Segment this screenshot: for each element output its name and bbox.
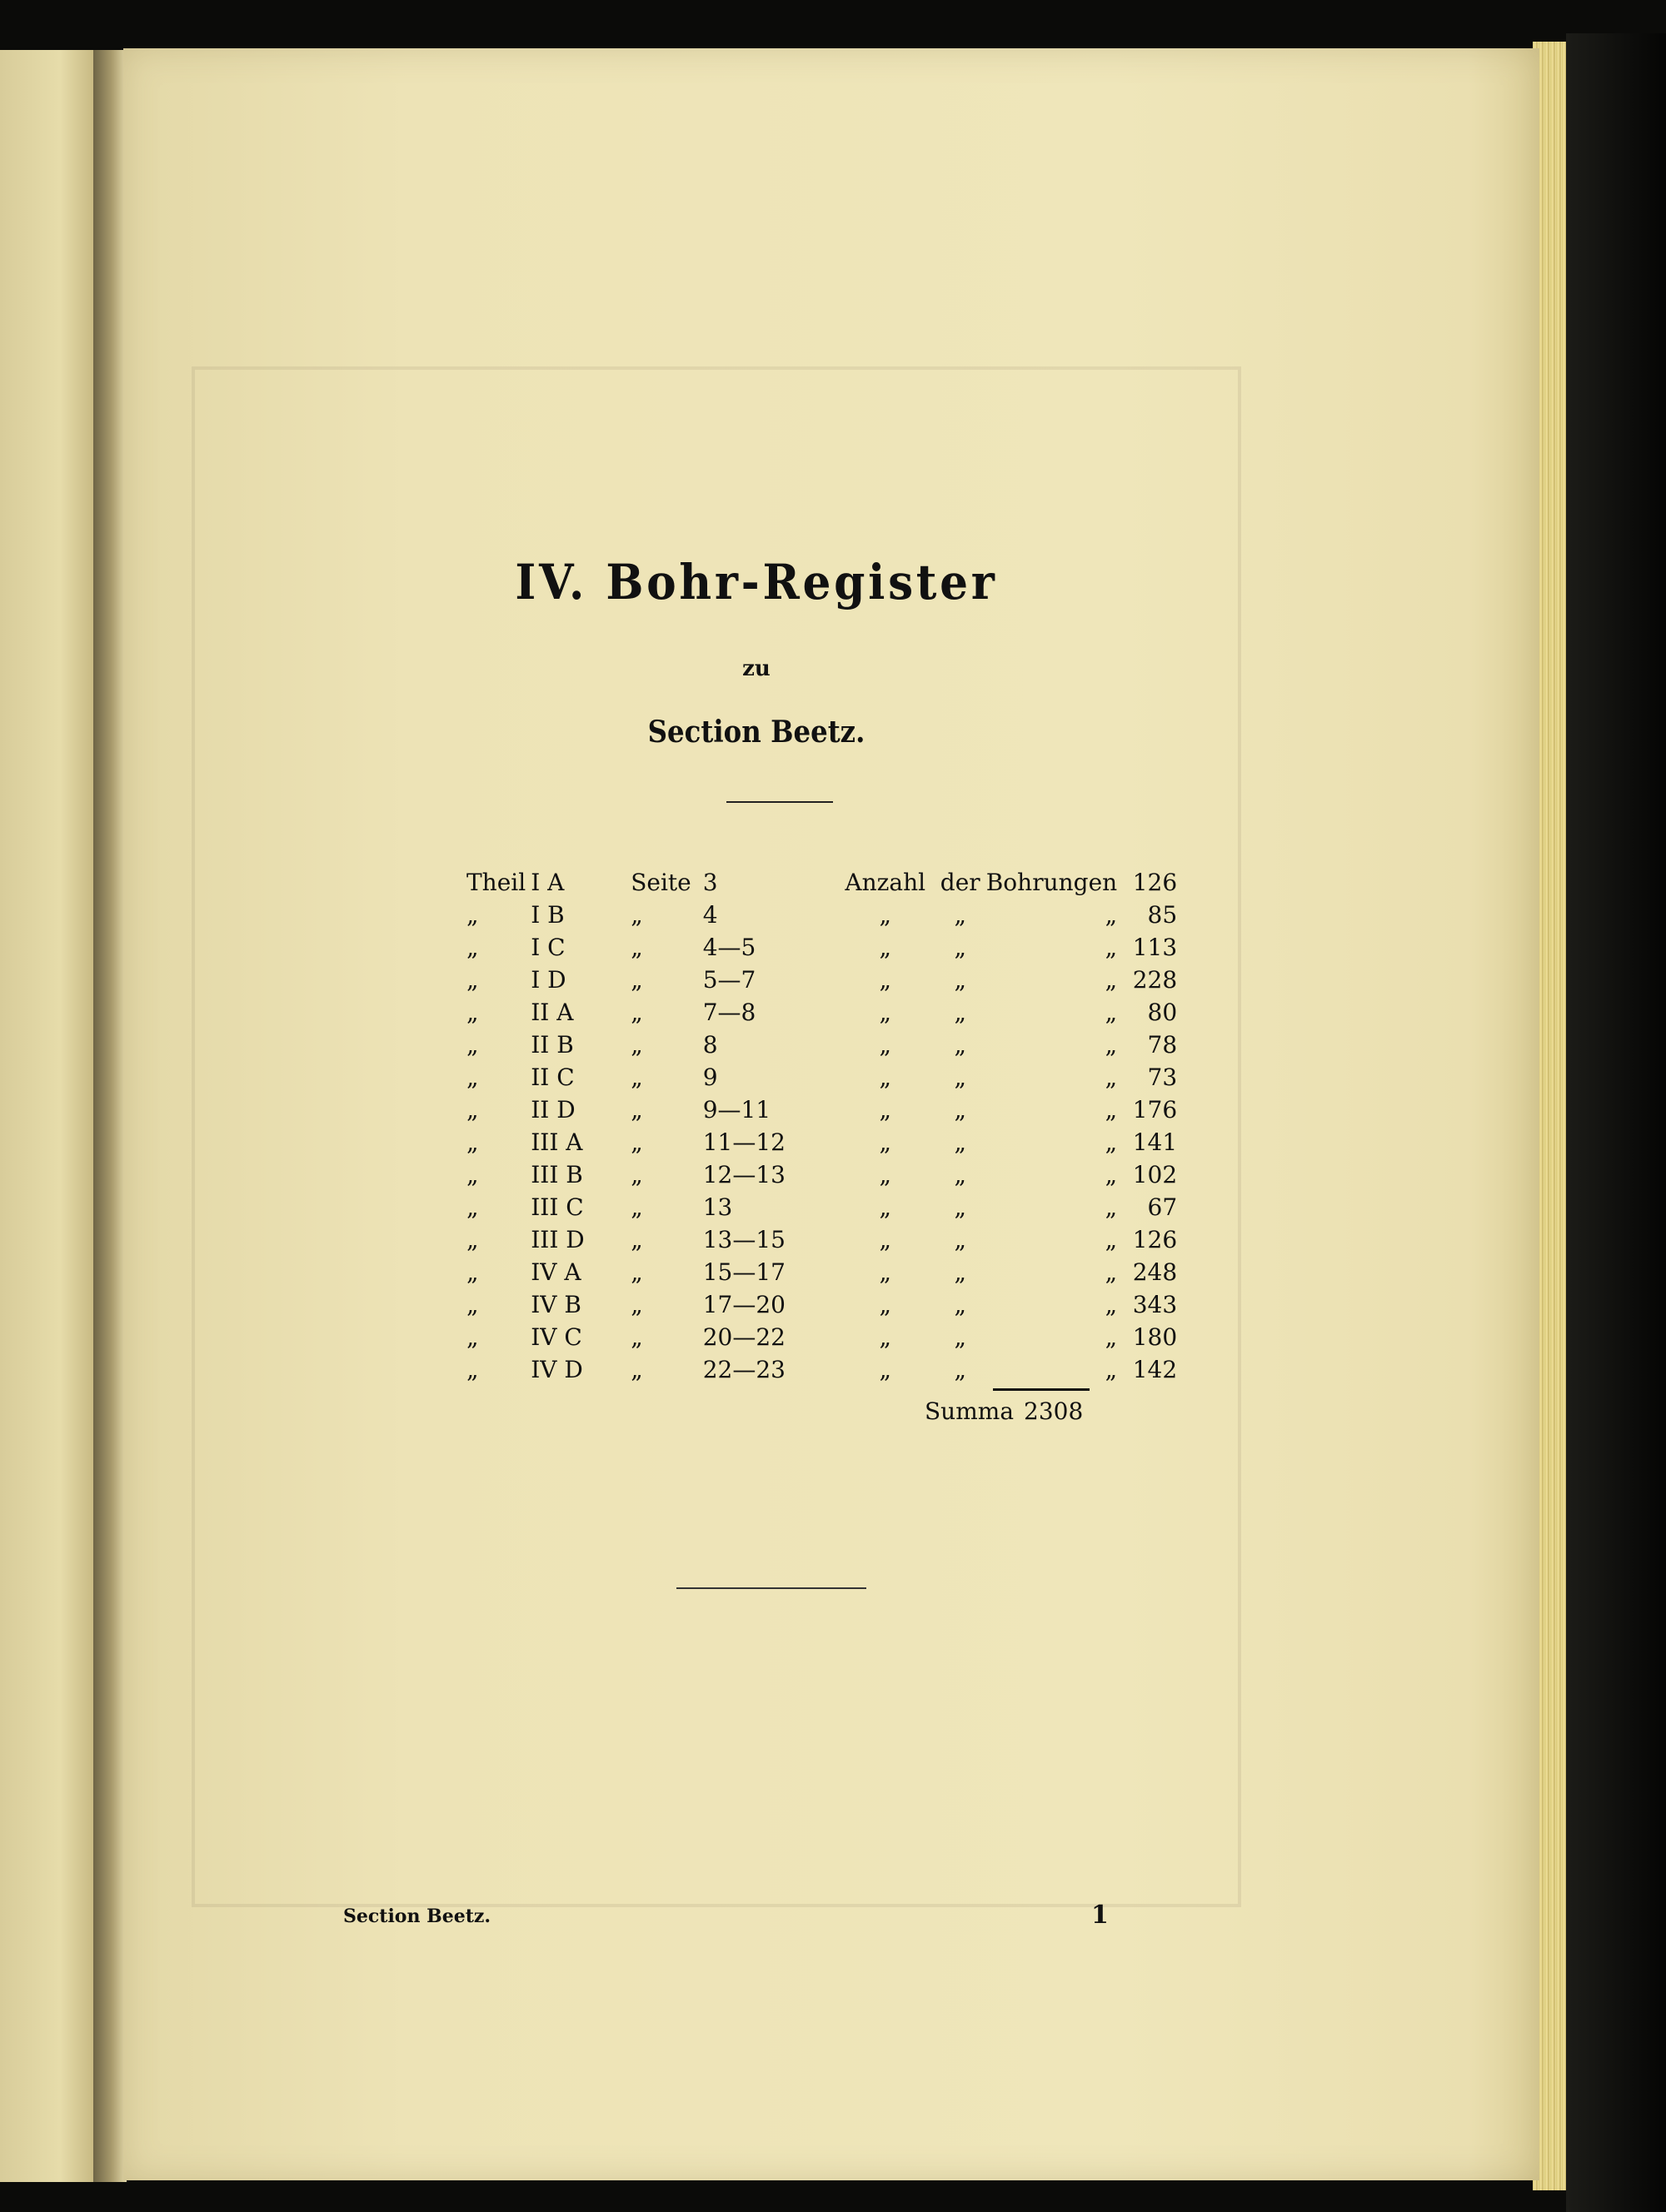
ditto-mark: „ <box>879 1291 891 1318</box>
boring-count: 85 <box>1147 901 1178 929</box>
page-range: 22—23 <box>702 1356 786 1383</box>
part-designation: III B <box>531 1161 583 1188</box>
boring-count: 343 <box>1132 1291 1178 1318</box>
title-divider <box>726 801 833 803</box>
register-row <box>466 1223 1177 1256</box>
ditto-mark: „ <box>879 1064 891 1091</box>
ditto-mark: „ <box>1105 1323 1118 1351</box>
boring-count: 113 <box>1132 934 1178 961</box>
ditto-mark: „ <box>631 1291 643 1318</box>
ditto-mark: „ <box>954 966 966 994</box>
register-row <box>466 1191 1177 1223</box>
register-row <box>466 1288 1177 1321</box>
part-designation: IV D <box>531 1356 583 1383</box>
part-designation: I B <box>531 901 565 929</box>
ditto-mark: „ <box>466 1226 479 1253</box>
page-range: 4—5 <box>702 934 756 961</box>
register-row <box>466 1158 1177 1191</box>
ditto-mark: „ <box>466 934 479 961</box>
part-designation: IV A <box>531 1258 581 1286</box>
ditto-mark: „ <box>466 901 479 929</box>
register-row <box>466 899 1177 931</box>
ditto-mark: „ <box>1105 901 1118 929</box>
page-range: 3 <box>702 869 718 896</box>
ditto-mark: „ <box>466 1323 479 1351</box>
ditto-mark: „ <box>1105 966 1118 994</box>
ditto-mark: „ <box>954 1291 966 1318</box>
page-title: IV. Bohr-Register <box>515 554 998 610</box>
ditto-mark: „ <box>879 1226 891 1253</box>
previous-page-edge <box>0 50 100 2182</box>
summa-label: Summa <box>925 1397 1015 1425</box>
register-row <box>466 1353 1177 1386</box>
part-designation: I D <box>531 966 566 994</box>
boring-count: 141 <box>1132 1128 1178 1156</box>
boring-count: 126 <box>1132 1226 1178 1253</box>
ditto-mark: „ <box>879 1193 891 1221</box>
boring-count: 142 <box>1132 1356 1178 1383</box>
ditto-mark: „ <box>879 966 891 994</box>
book-gutter <box>93 50 127 2182</box>
ditto-mark: „ <box>631 1226 643 1253</box>
ditto-mark: „ <box>954 1064 966 1091</box>
register-row <box>466 1126 1177 1158</box>
page-range: 17—20 <box>702 1291 786 1318</box>
page-range: 9 <box>702 1064 718 1091</box>
register-row <box>466 996 1177 1029</box>
ditto-mark: „ <box>1105 1258 1118 1286</box>
part-designation: I C <box>531 934 566 961</box>
ditto-mark: „ <box>879 1128 891 1156</box>
ditto-mark: „ <box>1105 1031 1118 1059</box>
page-range: 12—13 <box>702 1161 786 1188</box>
register-row <box>466 1061 1177 1094</box>
ditto-mark: „ <box>631 1128 643 1156</box>
part-designation: II C <box>531 1064 575 1091</box>
page-range: 13—15 <box>702 1226 786 1253</box>
boring-count: 176 <box>1132 1096 1178 1123</box>
section-heading: Section Beetz. <box>647 715 865 750</box>
ditto-mark: „ <box>631 1258 643 1286</box>
page-range: 11—12 <box>702 1128 786 1156</box>
page-range: 7—8 <box>702 999 756 1026</box>
seite-label: Seite <box>631 869 691 896</box>
part-designation: II A <box>531 999 574 1026</box>
ditto-mark: „ <box>1105 1291 1118 1318</box>
part-designation: III D <box>531 1226 585 1253</box>
ditto-mark: „ <box>879 1161 891 1188</box>
ditto-mark: „ <box>1105 1128 1118 1156</box>
ditto-mark: „ <box>466 1356 479 1383</box>
register-row <box>466 931 1177 964</box>
boring-count: 73 <box>1147 1064 1178 1091</box>
ditto-mark: „ <box>954 1323 966 1351</box>
boring-count: 248 <box>1132 1258 1178 1286</box>
ditto-mark: „ <box>954 1096 966 1123</box>
boring-count: 228 <box>1132 966 1178 994</box>
closing-divider <box>676 1587 866 1589</box>
ditto-mark: „ <box>631 1193 643 1221</box>
register-row <box>466 1094 1177 1126</box>
boring-count: 180 <box>1132 1323 1178 1351</box>
part-designation: II B <box>531 1031 574 1059</box>
page-number: 1 <box>1091 1901 1109 1930</box>
ditto-mark: „ <box>466 1064 479 1091</box>
ditto-mark: „ <box>631 1356 643 1383</box>
ditto-mark: „ <box>879 1031 891 1059</box>
ditto-mark: „ <box>954 1031 966 1059</box>
book-cover-edge <box>1566 33 1666 2212</box>
register-row <box>466 1321 1177 1353</box>
ditto-mark: „ <box>466 1258 479 1286</box>
ditto-mark: „ <box>954 999 966 1026</box>
ditto-mark: „ <box>954 1161 966 1188</box>
boring-count: 126 <box>1132 869 1178 896</box>
part-designation: I A <box>531 869 565 896</box>
ditto-mark: „ <box>1105 1356 1118 1383</box>
ditto-mark: „ <box>631 1096 643 1123</box>
ditto-mark: „ <box>631 1323 643 1351</box>
ditto-mark: „ <box>631 934 643 961</box>
ditto-mark: „ <box>954 934 966 961</box>
title-conjunction: zu <box>742 656 771 681</box>
ditto-mark: „ <box>466 1291 479 1318</box>
page-range: 13 <box>702 1193 733 1221</box>
page-range: 9—11 <box>702 1096 771 1123</box>
boring-count: 78 <box>1147 1031 1178 1059</box>
part-designation: III C <box>531 1193 584 1221</box>
ditto-mark: „ <box>1105 1064 1118 1091</box>
boring-count: 102 <box>1132 1161 1178 1188</box>
ditto-mark: „ <box>631 901 643 929</box>
register-row <box>466 964 1177 996</box>
part-designation: III A <box>531 1128 583 1156</box>
ditto-mark: „ <box>1105 999 1118 1026</box>
ditto-mark: „ <box>879 1356 891 1383</box>
ditto-mark: „ <box>1105 1193 1118 1221</box>
bohr-register-table <box>466 866 1177 1386</box>
page-range: 15—17 <box>702 1258 786 1286</box>
sum-rule <box>993 1388 1090 1391</box>
boring-count: 67 <box>1147 1193 1178 1221</box>
ditto-mark: „ <box>466 1096 479 1123</box>
ditto-mark: „ <box>631 999 643 1026</box>
ditto-mark: „ <box>1105 934 1118 961</box>
ditto-mark: „ <box>879 1096 891 1123</box>
ditto-mark: „ <box>954 1356 966 1383</box>
ditto-mark: „ <box>631 966 643 994</box>
part-designation: IV B <box>531 1291 581 1318</box>
ditto-mark: „ <box>466 966 479 994</box>
page-range: 5—7 <box>702 966 756 994</box>
ditto-mark: „ <box>466 1161 479 1188</box>
part-designation: II D <box>531 1096 576 1123</box>
ditto-mark: „ <box>954 1128 966 1156</box>
ditto-mark: „ <box>631 1031 643 1059</box>
summa-value: 2308 <box>1024 1397 1084 1425</box>
page-range: 20—22 <box>702 1323 786 1351</box>
ditto-mark: „ <box>954 901 966 929</box>
running-title: Section Beetz. <box>343 1906 491 1927</box>
bohrungen-label: Bohrungen <box>985 869 1118 896</box>
ditto-mark: „ <box>954 1193 966 1221</box>
ditto-mark: „ <box>631 1064 643 1091</box>
ditto-mark: „ <box>879 1323 891 1351</box>
ditto-mark: „ <box>1105 1096 1118 1123</box>
ditto-mark: „ <box>879 901 891 929</box>
register-rows <box>466 866 1177 1386</box>
anzahl-label: Anzahl <box>845 869 926 896</box>
register-row <box>466 1256 1177 1288</box>
ditto-mark: „ <box>1105 1161 1118 1188</box>
summa-row <box>925 1397 1083 1425</box>
ditto-mark: „ <box>466 1193 479 1221</box>
ditto-mark: „ <box>879 999 891 1026</box>
ditto-mark: „ <box>954 1226 966 1253</box>
part-designation: IV C <box>531 1323 582 1351</box>
register-row <box>466 1029 1177 1061</box>
ditto-mark: „ <box>879 1258 891 1286</box>
register-row <box>466 866 1177 899</box>
ditto-mark: „ <box>879 934 891 961</box>
der-label: der <box>940 869 980 896</box>
ditto-mark: „ <box>466 1031 479 1059</box>
ditto-mark: „ <box>466 1128 479 1156</box>
ditto-mark: „ <box>466 999 479 1026</box>
ditto-mark: „ <box>1105 1226 1118 1253</box>
ditto-mark: „ <box>954 1258 966 1286</box>
page-range: 4 <box>702 901 718 929</box>
theil-label: Theil <box>466 869 526 896</box>
page-range: 8 <box>702 1031 718 1059</box>
ditto-mark: „ <box>631 1161 643 1188</box>
boring-count: 80 <box>1147 999 1178 1026</box>
